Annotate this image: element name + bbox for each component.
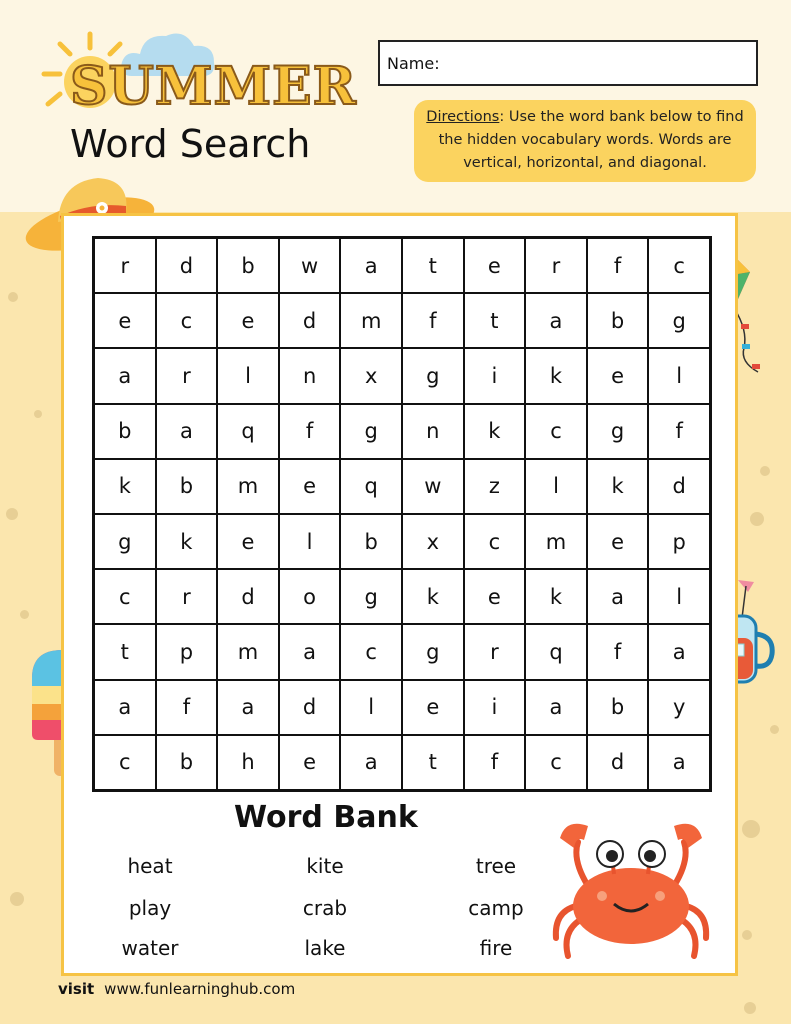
grid-cell[interactable]: a <box>587 569 649 624</box>
grid-cell[interactable]: m <box>217 624 279 679</box>
grid-cell[interactable]: x <box>340 348 402 403</box>
grid-cell[interactable]: n <box>402 404 464 459</box>
grid-cell[interactable]: a <box>648 624 710 679</box>
grid-cell[interactable]: d <box>648 459 710 514</box>
grid-cell[interactable]: b <box>587 680 649 735</box>
grid-cell[interactable]: a <box>525 293 587 348</box>
title-summer: SUMMER <box>70 56 357 117</box>
grid-cell[interactable]: t <box>402 735 464 790</box>
grid-cell[interactable]: k <box>94 459 156 514</box>
grid-cell[interactable]: w <box>279 238 341 293</box>
grid-cell[interactable]: n <box>279 348 341 403</box>
directions-box <box>414 100 756 182</box>
word-bank-item: camp <box>468 896 524 920</box>
grid-cell[interactable]: b <box>156 459 218 514</box>
grid-cell[interactable]: c <box>94 569 156 624</box>
grid-cell[interactable]: k <box>156 514 218 569</box>
grid-cell[interactable]: m <box>525 514 587 569</box>
grid-cell[interactable]: k <box>525 569 587 624</box>
word-bank-item: fire <box>479 936 513 960</box>
grid-cell[interactable]: f <box>402 293 464 348</box>
grid-cell[interactable]: q <box>217 404 279 459</box>
grid-cell[interactable]: a <box>648 735 710 790</box>
grid-cell[interactable]: e <box>587 514 649 569</box>
grid-cell[interactable]: e <box>587 348 649 403</box>
sand-dot <box>744 1002 756 1014</box>
title-word-search: Word Search <box>70 122 311 166</box>
grid-cell[interactable]: k <box>402 569 464 624</box>
grid-cell[interactable]: g <box>648 293 710 348</box>
grid-cell[interactable]: k <box>464 404 526 459</box>
grid-cell[interactable]: d <box>279 293 341 348</box>
grid-cell[interactable]: c <box>525 404 587 459</box>
grid-cell[interactable]: f <box>587 238 649 293</box>
grid-cell[interactable]: d <box>217 569 279 624</box>
sand-dot <box>6 508 18 520</box>
crab-icon <box>546 816 716 966</box>
grid-cell[interactable]: k <box>587 459 649 514</box>
grid-cell[interactable]: r <box>156 569 218 624</box>
grid-cell[interactable]: d <box>156 238 218 293</box>
grid-cell[interactable]: f <box>464 735 526 790</box>
grid-cell[interactable]: y <box>648 680 710 735</box>
grid-cell[interactable]: e <box>279 735 341 790</box>
grid-cell[interactable]: l <box>648 348 710 403</box>
word-bank-item: lake <box>304 936 346 960</box>
grid-cell[interactable]: c <box>464 514 526 569</box>
grid-cell[interactable]: l <box>279 514 341 569</box>
grid-cell[interactable]: r <box>156 348 218 403</box>
grid-cell[interactable]: f <box>587 624 649 679</box>
grid-cell[interactable]: a <box>156 404 218 459</box>
grid-cell[interactable]: g <box>402 624 464 679</box>
grid-cell[interactable]: e <box>464 238 526 293</box>
grid-cell[interactable]: l <box>525 459 587 514</box>
grid-cell[interactable]: t <box>94 624 156 679</box>
grid-cell[interactable]: b <box>340 514 402 569</box>
grid-cell[interactable]: l <box>340 680 402 735</box>
word-bank-item: water <box>121 936 179 960</box>
grid-cell[interactable]: a <box>94 348 156 403</box>
letter-grid <box>92 236 712 792</box>
grid-cell[interactable]: g <box>340 569 402 624</box>
grid-cell[interactable]: a <box>525 680 587 735</box>
footer-url[interactable]: www.funlearninghub.com <box>104 980 296 998</box>
grid-cell[interactable]: a <box>217 680 279 735</box>
grid-cell[interactable]: a <box>340 735 402 790</box>
grid-cell[interactable]: e <box>217 514 279 569</box>
grid-cell[interactable]: k <box>525 348 587 403</box>
grid-cell[interactable]: i <box>464 680 526 735</box>
grid-cell[interactable]: e <box>279 459 341 514</box>
visit-label: visit <box>58 980 95 998</box>
footer <box>58 980 295 998</box>
grid-cell[interactable]: g <box>94 514 156 569</box>
sand-dot <box>750 512 764 526</box>
grid-cell[interactable]: q <box>525 624 587 679</box>
grid-cell[interactable]: l <box>648 569 710 624</box>
sand-dot <box>742 930 752 940</box>
grid-cell[interactable]: p <box>156 624 218 679</box>
word-bank-title: Word Bank <box>234 800 418 835</box>
grid-cell[interactable]: c <box>94 735 156 790</box>
grid-cell[interactable]: d <box>587 735 649 790</box>
grid-cell[interactable]: b <box>156 735 218 790</box>
grid-cell[interactable]: r <box>525 238 587 293</box>
word-bank-item: tree <box>475 854 517 878</box>
directions-label: Directions <box>426 109 500 125</box>
grid-cell[interactable]: h <box>217 735 279 790</box>
sand-dot <box>8 292 18 302</box>
grid-cell[interactable]: a <box>94 680 156 735</box>
grid-cell[interactable]: t <box>464 293 526 348</box>
grid-cell[interactable]: c <box>648 238 710 293</box>
grid-cell[interactable]: d <box>279 680 341 735</box>
grid-cell[interactable]: a <box>340 238 402 293</box>
grid-cell[interactable]: m <box>217 459 279 514</box>
grid-cell[interactable]: w <box>402 459 464 514</box>
grid-cell[interactable]: a <box>279 624 341 679</box>
grid-cell[interactable]: e <box>94 293 156 348</box>
grid-cell[interactable]: b <box>217 238 279 293</box>
grid-cell[interactable]: e <box>402 680 464 735</box>
grid-cell[interactable]: c <box>525 735 587 790</box>
grid-cell[interactable]: g <box>402 348 464 403</box>
grid-cell[interactable]: q <box>340 459 402 514</box>
grid-cell[interactable]: r <box>94 238 156 293</box>
grid-cell[interactable]: c <box>340 624 402 679</box>
grid-cell[interactable]: g <box>587 404 649 459</box>
grid-cell[interactable]: l <box>217 348 279 403</box>
sand-dot <box>10 892 24 906</box>
grid-cell[interactable]: f <box>279 404 341 459</box>
name-label: Name: <box>387 54 440 73</box>
grid-cell[interactable]: x <box>402 514 464 569</box>
grid-cell[interactable]: e <box>464 569 526 624</box>
grid-cell[interactable]: r <box>464 624 526 679</box>
sand-dot <box>770 725 779 734</box>
sand-dot <box>742 820 760 838</box>
grid-cell[interactable]: g <box>340 404 402 459</box>
grid-cell[interactable]: e <box>217 293 279 348</box>
grid-cell[interactable]: z <box>464 459 526 514</box>
grid-cell[interactable]: b <box>94 404 156 459</box>
word-bank-item: play <box>128 896 172 920</box>
word-bank-item: kite <box>306 854 344 878</box>
grid-cell[interactable]: t <box>402 238 464 293</box>
word-bank-item: crab <box>302 896 348 920</box>
directions-text: : Use the word bank below to find the hidden vocabulary words. Words are vertical, horizontal, and diagonal. <box>438 109 744 171</box>
grid-cell[interactable]: c <box>156 293 218 348</box>
grid-cell[interactable]: o <box>279 569 341 624</box>
sand-dot <box>34 410 42 418</box>
sand-dot <box>20 610 29 619</box>
grid-cell[interactable]: p <box>648 514 710 569</box>
grid-cell[interactable]: f <box>648 404 710 459</box>
name-field[interactable] <box>378 40 758 86</box>
grid-cell[interactable]: f <box>156 680 218 735</box>
word-bank-item: heat <box>127 854 173 878</box>
sand-dot <box>760 466 770 476</box>
grid-cell[interactable]: b <box>587 293 649 348</box>
grid-cell[interactable]: i <box>464 348 526 403</box>
grid-cell[interactable]: m <box>340 293 402 348</box>
